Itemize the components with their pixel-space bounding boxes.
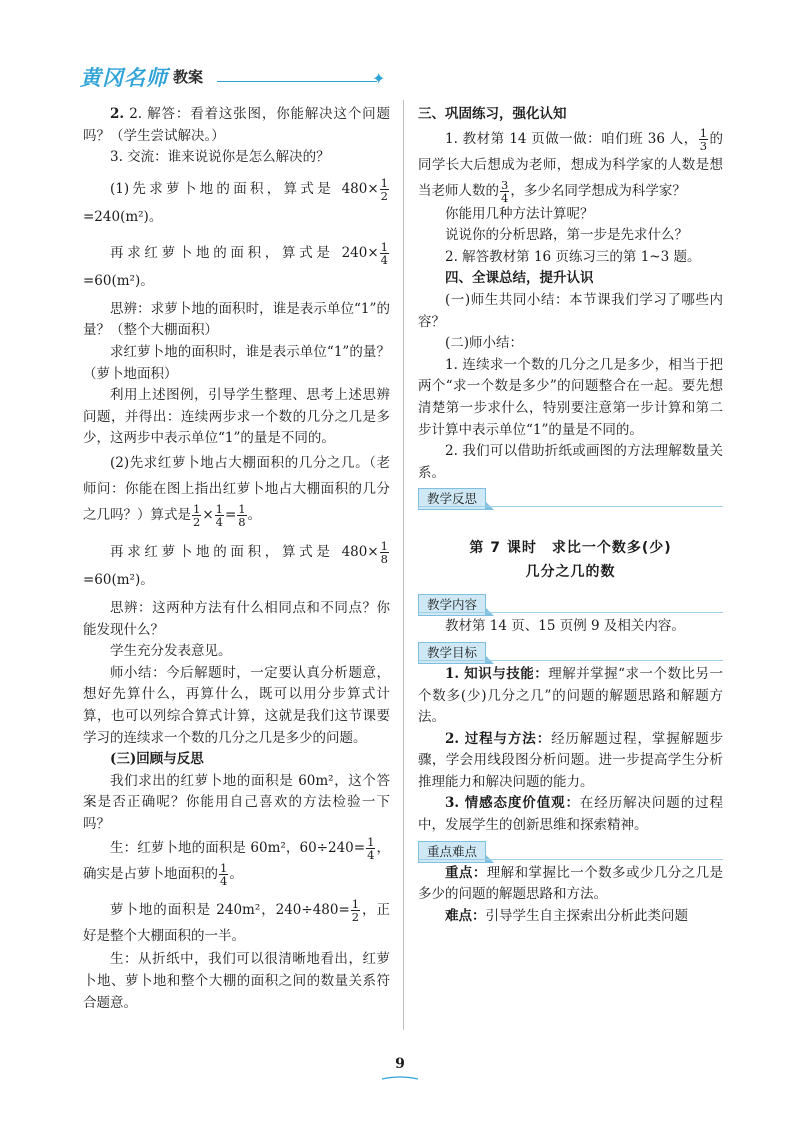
fraction: $\frac{1}{2}$ — [351, 897, 360, 925]
fraction: $\frac{1}{4}$ — [380, 239, 388, 267]
formula-line: 再求红萝卜地的面积，算式是 480× $\frac{1}{8}$ =60(m²)。 — [83, 538, 388, 588]
paragraph: 重点：理解和掌握比一个数多或少几分之几是多少的问题的解题思路和方法。 — [418, 864, 724, 903]
paragraph: 2. 解答教材第 16 页练习三的第 1~3 题。 — [445, 248, 701, 265]
goal-tag-row — [418, 638, 723, 664]
page-number-ornament — [380, 1076, 420, 1082]
paragraph: 1. 知识与技能：理解并掌握“求一个数比另一个数多(少)几分之几”的问题的解题思路和解题方法。 — [418, 665, 723, 726]
paragraph: 思辨：求萝卜地的面积时，谁是表示单位“1”的量？（整个大棚面积） — [83, 300, 390, 339]
reflection-tag: 教学反思 — [418, 488, 486, 510]
paragraph: 3. 情感态度价值观：在经历解决问题的过程中，发展学生的创新思维和探索精神。 — [418, 795, 724, 834]
fraction: $\frac{1}{4}$ — [215, 501, 223, 529]
paragraph: 学生充分发表意见。 — [110, 643, 232, 660]
reflection-tag-row — [418, 484, 723, 510]
fraction: $\frac{1}{3}$ — [699, 125, 708, 153]
paragraph: 1. 连续求一个数的几分之几是多少，相当于把两个“求一个数是多少”的问题整合在一起。要先想清楚第一步求什么，特别要注意第一步计算和第二步计算中表示单位“1”的量是不同的。 — [418, 356, 723, 438]
section-heading: 四、全课总结，提升认识 — [445, 270, 594, 287]
formula-line: 再求红萝卜地的面积，算式是 240× $\frac{1}{4}$ =60(m²)。 — [83, 239, 388, 289]
page-header — [80, 62, 386, 92]
paragraph: 生：从折纸中，我们可以很清晰地看出，红萝卜地、萝卜地和整个大棚的面积之间的数量关系符合题意。 — [83, 951, 390, 1011]
content-tag-row — [418, 590, 723, 616]
paragraph: 3. 交流：谁来说说你是怎么解决的？ — [110, 149, 330, 166]
formula-line: (1)先求萝卜地的面积，算式是 480× $\frac{1}{2}$ =240(m²)。 — [83, 175, 388, 225]
sparkle-icon: ✦ — [372, 69, 386, 88]
lesson-title-line: 几分之几的数 — [525, 564, 616, 581]
key-tag-row — [418, 837, 723, 863]
paragraph: 难点：引导学生自主探索出分析此类问题 — [445, 907, 688, 924]
tag-rule — [418, 612, 723, 613]
page-number: 9 — [395, 1056, 405, 1072]
paragraph: 我们求出的红萝卜地的面积是 60m²，这个答案是否正确呢？你能用自己喜欢的方法检验一下吗？ — [83, 772, 390, 832]
column-divider — [403, 100, 404, 1030]
section-heading: 三、巩固练习，强化认知 — [418, 106, 567, 122]
fraction: $\frac{1}{8}$ — [380, 538, 388, 566]
tag-rule — [418, 660, 723, 661]
paragraph: 思辨：这两种方法有什么相同点和不同点？你能发现什么？ — [83, 599, 390, 638]
right-column — [418, 104, 723, 927]
tag-rule — [418, 859, 723, 860]
fraction: $\frac{1}{2}$ — [193, 501, 201, 529]
section-heading: (三)回顾与反思 — [110, 751, 204, 768]
brand-subtitle: 教案 — [173, 68, 204, 86]
fraction: $\frac{1}{8}$ — [238, 501, 246, 529]
paragraph: 求红萝卜地的面积时，谁是表示单位“1”的量？（萝卜地面积） — [83, 343, 390, 382]
paragraph: 师小结：今后解题时，一定要认真分析题意，想好先算什么，再算什么，既可以用分步算式计算，也可以列综合算式计算，这就是我们这节课要学习的连续求一个数的几分之几是多少的问题。 — [83, 664, 390, 746]
content-tag: 教学内容 — [418, 594, 486, 616]
paragraph: 说说你的分析思路，第一步是先求什么？ — [445, 227, 688, 244]
paragraph: 教材第 14 页、15 页例 9 及相关内容。 — [445, 618, 685, 635]
paragraph: 2. 我们可以借助折纸或画图的方法理解数量关系。 — [418, 443, 723, 481]
formula-line: 1. 教材第 14 页做一做：咱们班 36 人， $\frac{1}{3}$ 的同学长大后想成为老师，想成为科学家的人数是想当老师人数的 $\frac{3}{4}$ ，多少名同学想成为科学家？ — [418, 125, 724, 205]
paragraph: (一)师生共同小结：本节课我们学习了哪些内容？ — [418, 291, 723, 330]
goal-tag: 教学目标 — [418, 642, 486, 664]
brand-logo: 黄冈名师 — [80, 66, 168, 90]
lesson-title-line: 第 7 课时 求比一个数多(少) — [469, 540, 672, 557]
key-tag: 重点难点 — [418, 841, 486, 863]
fraction: $\frac{3}{4}$ — [501, 177, 509, 205]
formula-line: 生：红萝卜地的面积是 60m²，60÷240= $\frac{1}{4}$ ，确实是占萝卜地面积的 $\frac{1}{4}$ 。 — [83, 835, 390, 889]
left-column — [83, 104, 390, 1014]
paragraph: (二)师小结： — [445, 335, 524, 352]
paragraph: 2. 2. 解答：看着这张图，你能解决这个问题吗？（学生尝试解决。） — [83, 106, 390, 144]
formula-line: 萝卜地的面积是 240m²，240÷480= $\frac{1}{2}$ ，正好是整个大棚面积的一半。 — [83, 897, 390, 945]
paragraph: 利用上述图例，引导学生整理、思考上述思辨问题，并得出：连续两步求一个数的几分之几是多少，这两步中表示单位“1”的量是不同的。 — [83, 387, 390, 447]
tag-rule — [418, 506, 723, 507]
fraction: $\frac{1}{2}$ — [380, 175, 388, 203]
lesson-title — [418, 536, 723, 584]
formula-line: (2)先求红萝卜地占大棚面积的几分之几。（老师问：你能在图上指出红萝卜地占大棚面积的几分之几吗？）算式是 $\frac{1}{2}$ × $\frac{1}{4}$ = $\frac{1}{8}$ 。 — [83, 454, 390, 529]
fraction: $\frac{1}{4}$ — [367, 835, 375, 863]
header-rule — [217, 81, 377, 82]
paragraph: 2. 过程与方法：经历解题过程，掌握解题步骤，学会用线段图分析问题。进一步提高学生分析推理能力和解决问题的能力。 — [418, 730, 724, 790]
paragraph: 你能用几种方法计算呢？ — [445, 205, 594, 222]
fraction: $\frac{1}{4}$ — [220, 861, 228, 889]
